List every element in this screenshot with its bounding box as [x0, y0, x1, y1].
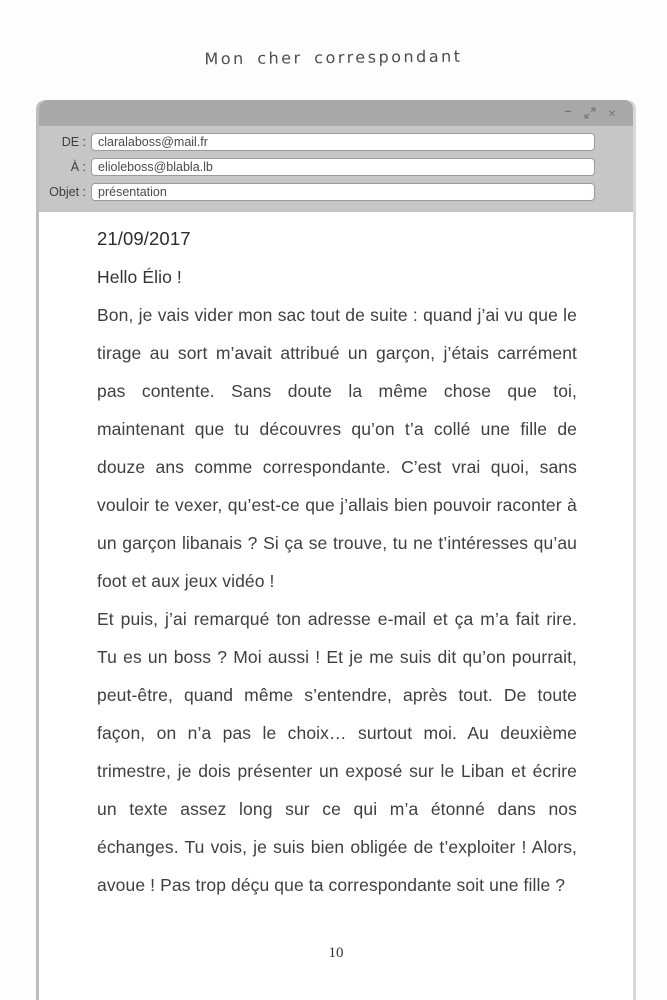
email-header-fields [39, 126, 633, 212]
from-input[interactable] [91, 133, 595, 151]
email-window [36, 100, 636, 1000]
email-greeting: Hello Élio ! [97, 267, 182, 287]
to-input[interactable] [91, 158, 595, 176]
email-paragraph-1: Bon, je vais vider mon sac tout de suite : quand j’ai vu que le tirage au sort m’avait attribué un garçon, j’étais carrément pas contente. Sans doute la même chose que toi, maintenant que tu découvres qu’on t’a collé une fille de douze ans comme correspondante. C’est vrai quoi, sans vouloir te vexer, qu’est-ce que j’allais bien pouvoir raconter à un garçon libanais ? Si ça se trouve, tu ne t’intéresses qu’au foot et aux jeux vidéo ! [97, 305, 577, 591]
email-body [39, 212, 633, 904]
close-button[interactable] [605, 106, 619, 120]
from-label: DE : [61, 135, 86, 149]
to-label: À : [70, 160, 86, 174]
subject-input[interactable] [91, 183, 595, 201]
field-row-subject [39, 183, 633, 201]
maximize-button[interactable] [583, 106, 597, 120]
page-number: 10 [328, 945, 344, 961]
minimize-icon: – [564, 103, 572, 118]
expand-arrows-icon [584, 107, 596, 119]
email-paragraph-2: Et puis, j’ai remarqué ton adresse e-mail et ça m’a fait rire. Tu es un boss ? Moi aussi ! Et je me suis dit qu’on pourrait, peut-être, quand même s’entendre, après tout. De toute façon, on n’a pas le choix… surtout moi. Au deuxième trimestre, je dois présenter un exposé sur le Liban et écrire un texte assez long sur ce qui m’a étonné dans nos échanges. Tu vois, je suis bien obligée de t’exploiter ! Alors, avoue ! Pas trop déçu que ta correspondante soit une fille ? [97, 609, 577, 895]
close-icon: × [607, 105, 617, 121]
field-row-from [39, 133, 633, 151]
chapter-title-handwritten: Mon cher correspondant [204, 46, 463, 69]
email-date: 21/09/2017 [97, 228, 191, 249]
minimize-button[interactable] [561, 103, 575, 120]
field-row-to [39, 158, 633, 176]
window-titlebar [39, 100, 633, 126]
subject-label: Objet : [49, 185, 86, 199]
